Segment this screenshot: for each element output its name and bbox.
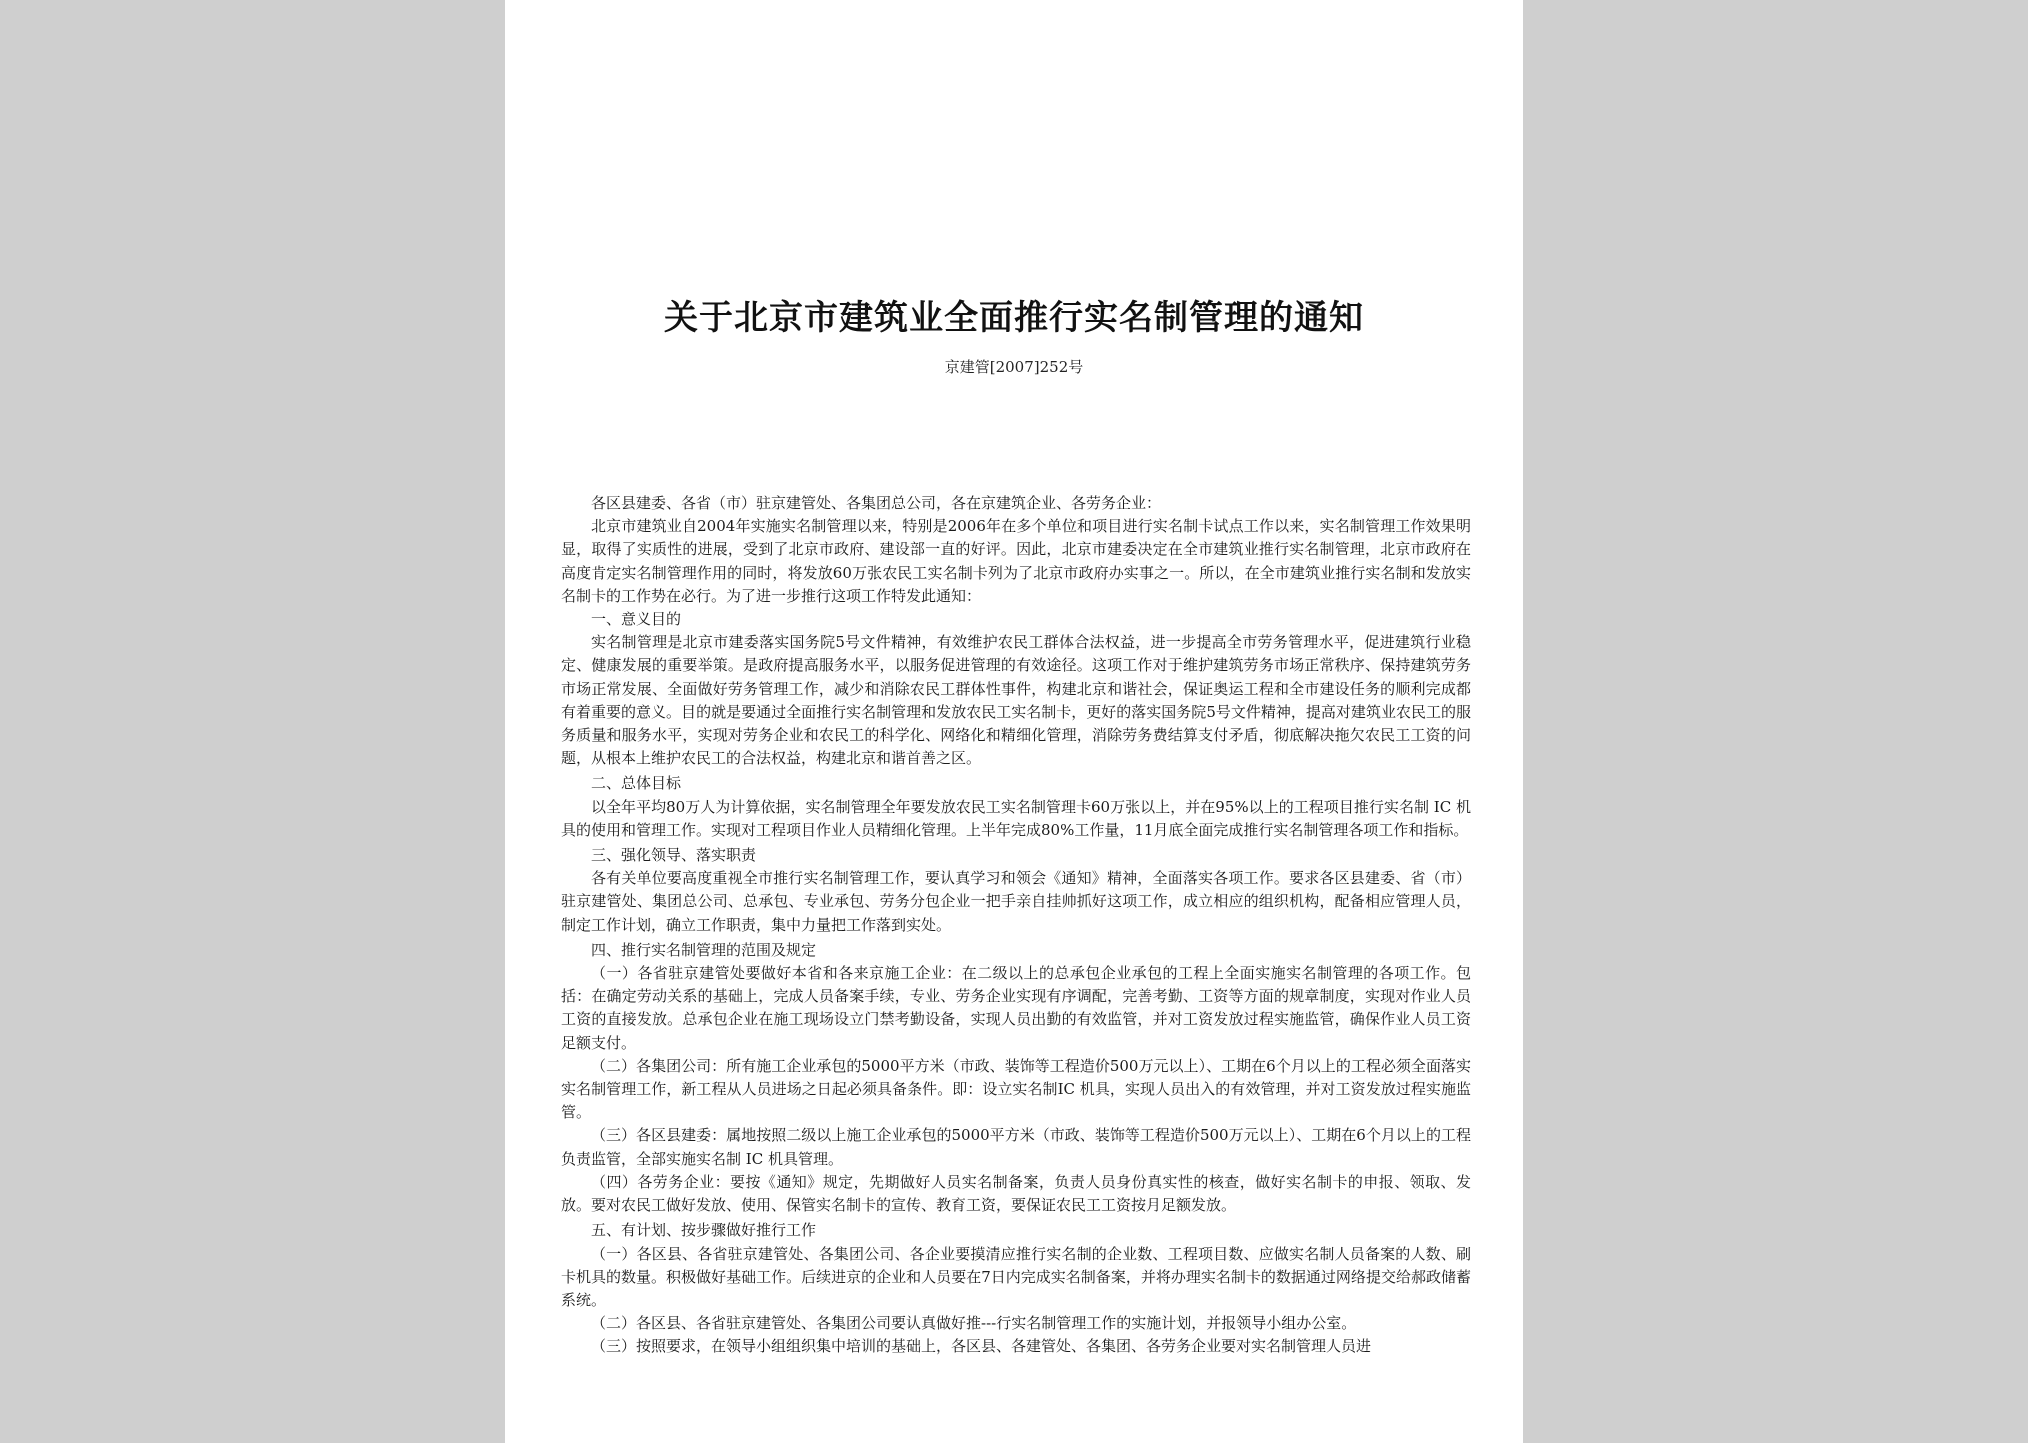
section-heading-1: 一、意义目的: [591, 610, 682, 629]
section-4-paragraph-2: （二）各集团公司：所有施工企业承包的5000平方米（市政、装饰等工程造价500万元以上）、工期在6个月以上的工程必须全面落实实名制管理工作，新工程从人员进场之日起必须具备条件。即：设立实名制IC 机具，实现人员出入的有效管理，并对工资发放过程实施监管。: [561, 1056, 1471, 1122]
section-3-paragraph-1: 各有关单位要高度重视全市推行实名制管理工作，要认真学习和领会《通知》精神，全面落实各项工作。要求各区县建委、省（市）驻京建管处、集团总公司、总承包、专业承包、劳务分包企业一把手亲自挂帅抓好这项工作，成立相应的组织机构，配备相应管理人员，制定工作计划，确立工作职责，集中力量把工作落到实处。: [561, 869, 1471, 934]
section-4-paragraph-3: （三）各区县建委：属地按照二级以上施工企业承包的5000平方米（市政、装饰等工程造价500万元以上）、工期在6个月以上的工程负责监管，全部实施实名制 IC 机具管理。: [561, 1126, 1471, 1168]
section-4-paragraph-4: （四）各劳务企业：要按《通知》规定，先期做好人员实名制备案，负责人员身份真实性的核查，做好实名制卡的申报、领取、发放。要对农民工做好发放、使用、保管实名制卡的宣传、教育工资，要保证农民工工资按月足额发放。: [561, 1172, 1471, 1215]
salutation: 各区县建委、各省（市）驻京建管处、各集团总公司，各在京建筑企业、各劳务企业：: [591, 494, 1162, 512]
section-5-paragraph-1: （一）各区县、各省驻京建管处、各集团公司、各企业要摸清应推行实名制的企业数、工程项目数、应做实名制人员备案的人数、刷卡机具的数量。积极做好基础工作。后续进京的企业和人员要在7日内完成实名制备案，并将办理实名制卡的数据通过网络提交给郝政储蓄系统。: [561, 1244, 1471, 1309]
section-4-paragraph-1: （一）各省驻京建管处要做好本省和各来京施工企业：在二级以上的总承包企业承包的工程上全面实施实名制管理的各项工作。包括：在确定劳动关系的基础上，完成人员备案手续，专业、劳务企业实现有序调配，完善考勤、工资等方面的规章制度，实现对作业人员工资的直接发放。总承包企业在施工现场设立门禁考勤设备，实现人员出勤的有效监管，并对工资发放过程实施监管，确保作业人员工资足额支付。: [561, 964, 1471, 1052]
section-heading-4: 四、推行实名制管理的范围及规定: [591, 940, 817, 959]
document-page: [505, 0, 1523, 1443]
section-1-paragraph-1: 实名制管理是北京市建委落实国务院5号文件精神，有效维护农民工群体合法权益，进一步提高全市劳务管理水平，促进建筑行业稳定、健康发展的重要举策。是政府提高服务水平，以服务促进管理的有效途径。这项工作对于维护建筑劳务市场正常秩序、保持建筑劳务市场正常发展、全面做好劳务管理工作，减少和消除农民工群体性事件，构建北京和谐社会，保证奥运工程和全市建设任务的顺利完成都有着重要的意义。目的就是要通过全面推行实名制管理和发放农民工实名制卡，更好的落实国务院5号文件精神，提高对建筑业农民工的服务质量和服务水平，实现对劳务企业和农民工的科学化、网络化和精细化管理，消除劳务费结算支付矛盾，彻底解决拖欠农民工工资的问题，从根本上维护农民工的合法权益，构建北京和谐首善之区。: [561, 633, 1471, 768]
section-heading-2: 二、总体目标: [591, 774, 682, 793]
section-5-paragraph-2: （二）各区县、各省驻京建管处、各集团公司要认真做好推---行实名制管理工作的实施计划，并报领导小组办公室。: [591, 1314, 1357, 1333]
document-title: 关于北京市建筑业全面推行实名制管理的通知: [664, 298, 1364, 338]
intro-paragraph: 北京市建筑业自2004年实施实名制管理以来，特别是2006年在多个单位和项目进行实名制卡试点工作以来，实名制管理工作效果明显，取得了实质性的进展，受到了北京市政府、建设部一直的好评。因此，北京市建委决定在全市建筑业推行实名制管理，北京市政府在高度肯定实名制管理作用的同时，将发放60万张农民工实名制卡列为了北京市政府办实事之一。所以，在全市建筑业推行实名制和发放实名制卡的工作势在必行。为了进一步推行这项工作特发此通知：: [561, 517, 1471, 605]
document-body: [561, 492, 1471, 1359]
section-heading-3: 三、强化领导、落实职责: [591, 846, 757, 865]
section-2-paragraph-1: 以全年平均80万人为计算依据，实名制管理全年要发放农民工实名制管理卡60万张以上，并在95%以上的工程项目推行实名制 IC 机具的使用和管理工作。实现对工程项目作业人员精细化管理。上半年完成80%工作量，11月底全面完成推行实名制管理各项工作和指标。: [561, 797, 1471, 839]
section-heading-5: 五、有计划、按步骤做好推行工作: [591, 1221, 817, 1240]
section-5-paragraph-3: （三）按照要求，在领导小组组织集中培训的基础上，各区县、各建管处、各集团、各劳务企业要对实名制管理人员进: [591, 1337, 1372, 1356]
document-number: 京建管[2007]252号: [944, 358, 1084, 376]
